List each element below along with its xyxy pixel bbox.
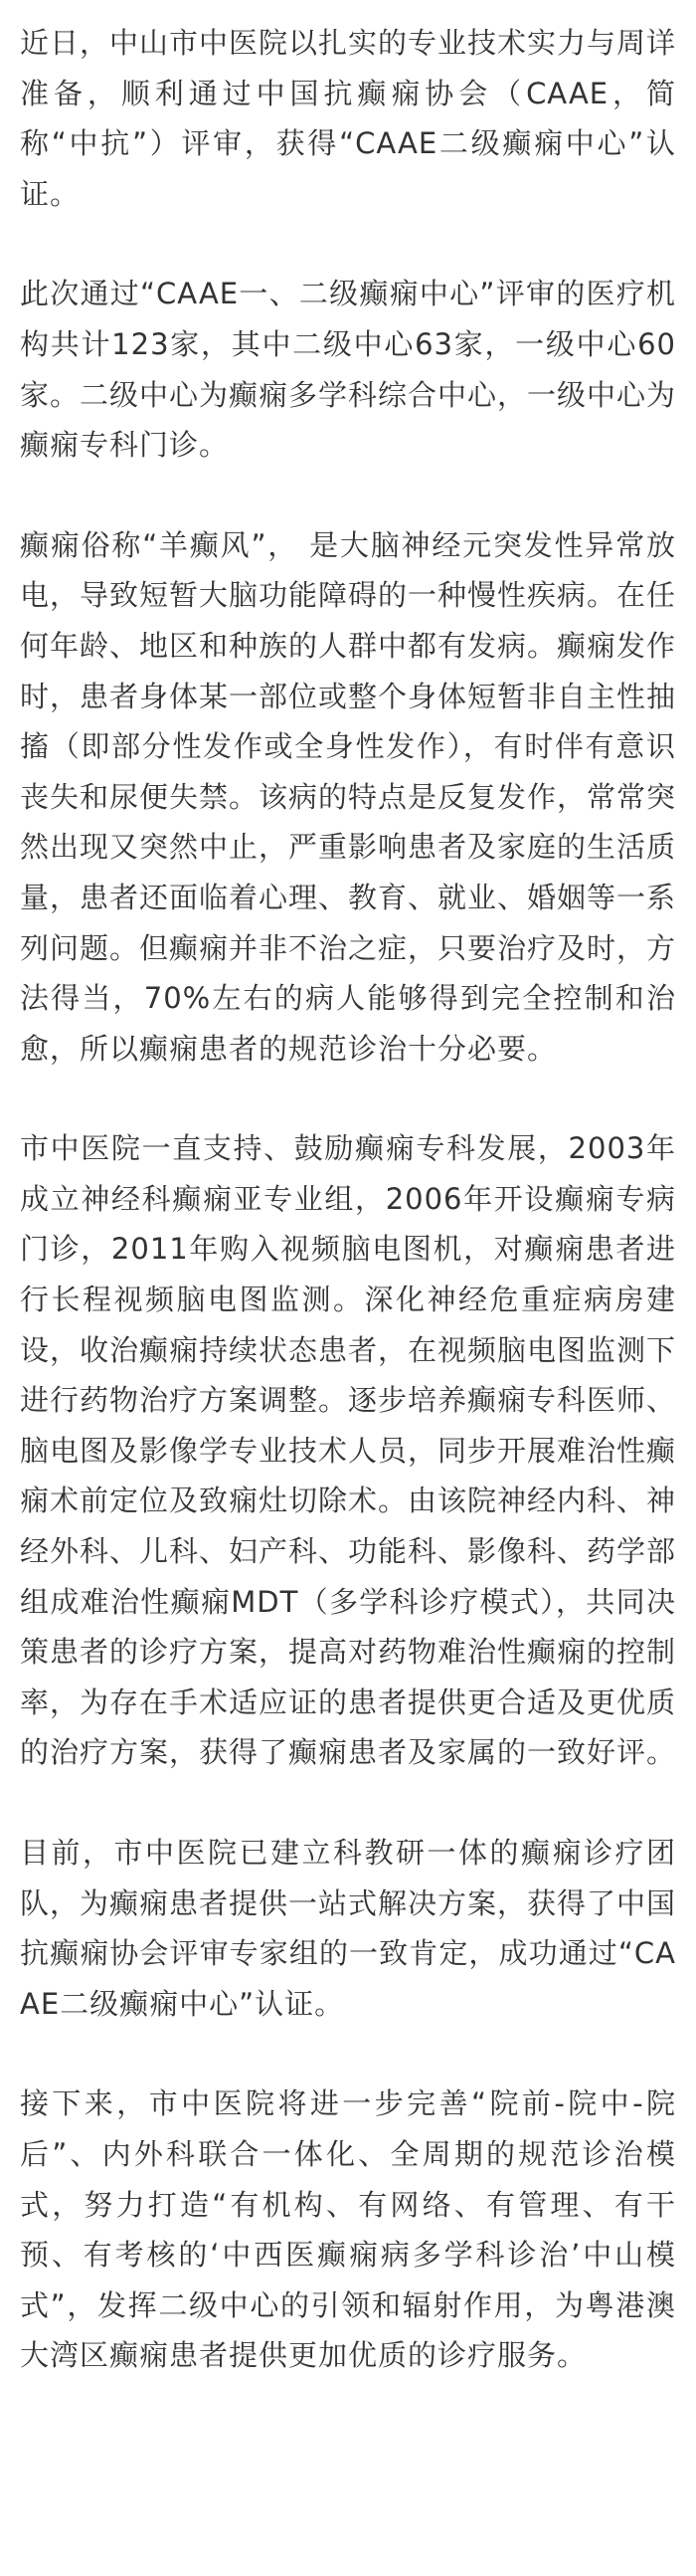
- article-paragraph: 接下来，市中医院将进一步完善“院前-院中-院后”、内外科联合一体化、全周期的规范诊治模式，努力打造“有机构、有网络、有管理、有干预、有考核的‘中西医癫痫病多学科诊治’中山模式”，发挥二级中心的引领和辐射作用，为粤港澳大湾区癫痫患者提供更加优质的诊疗服务。: [20, 2086, 676, 2373]
- article-paragraph: 此次通过“CAAE一、二级癫痫中心”评审的医疗机构共计123家，其中二级中心63家，一级中心60家。二级中心为癫痫多学科综合中心，一级中心为癫痫专科门诊。: [20, 277, 677, 463]
- article-paragraph: 近日，中山市中医院以扎实的专业技术实力与周详准备，顺利通过中国抗癫痫协会（CAAE，简称“中抗”）评审，获得“CAAE二级癫痫中心”认证。: [20, 26, 677, 211]
- article-paragraph: 癫痫俗称“羊癫风”， 是大脑神经元突发性异常放电，导致短暂大脑功能障碍的一种慢性疾病。在任何年龄、地区和种族的人群中都有发病。癫痫发作时，患者身体某一部位或整个身体短暂非自主性抽搐（即部分性发作或全身性发作），有时伴有意识丧失和尿便失禁。该病的特点是反复发作，常常突然出现又突然中止，严重影响患者及家庭的生活质量，患者还面临着心理、教育、就业、婚姻等一系列问题。但癫痫并非不治之症，只要治疗及时，方法得当，70%左右的病人能够得到完全控制和治愈，所以癫痫患者的规范诊治十分必要。: [20, 527, 677, 1066]
- article-paragraph: 目前，市中医院已建立科教研一体的癫痫诊疗团队，为癫痫患者提供一站式解决方案，获得了中国抗癫痫协会评审专家组的一致肯定，成功通过“CAAE二级癫痫中心”认证。: [20, 1836, 677, 2021]
- article-paragraph: 市中医院一直支持、鼓励癫痫专科发展，2003年成立神经科癫痫亚专业组，2006年开设癫痫专病门诊，2011年购入视频脑电图机，对癫痫患者进行长程视频脑电图监测。深化神经危重症病房建设，收治癫痫持续状态患者，在视频脑电图监测下进行药物治疗方案调整。逐步培养癫痫专科医师、脑电图及影像学专业技术人员，同步开展难治性癫痫术前定位及致痫灶切除术。由该院神经内科、神经外科、儿科、妇产科、功能科、影像科、药学部组成难治性癫痫MDT（多学科诊疗模式），共同决策患者的诊疗方案，提高对药物难治性癫痫的控制率，为存在手术适应证的患者提供更合适及更优质的治疗方案，获得了癫痫患者及家属的一致好评。: [20, 1131, 677, 1770]
